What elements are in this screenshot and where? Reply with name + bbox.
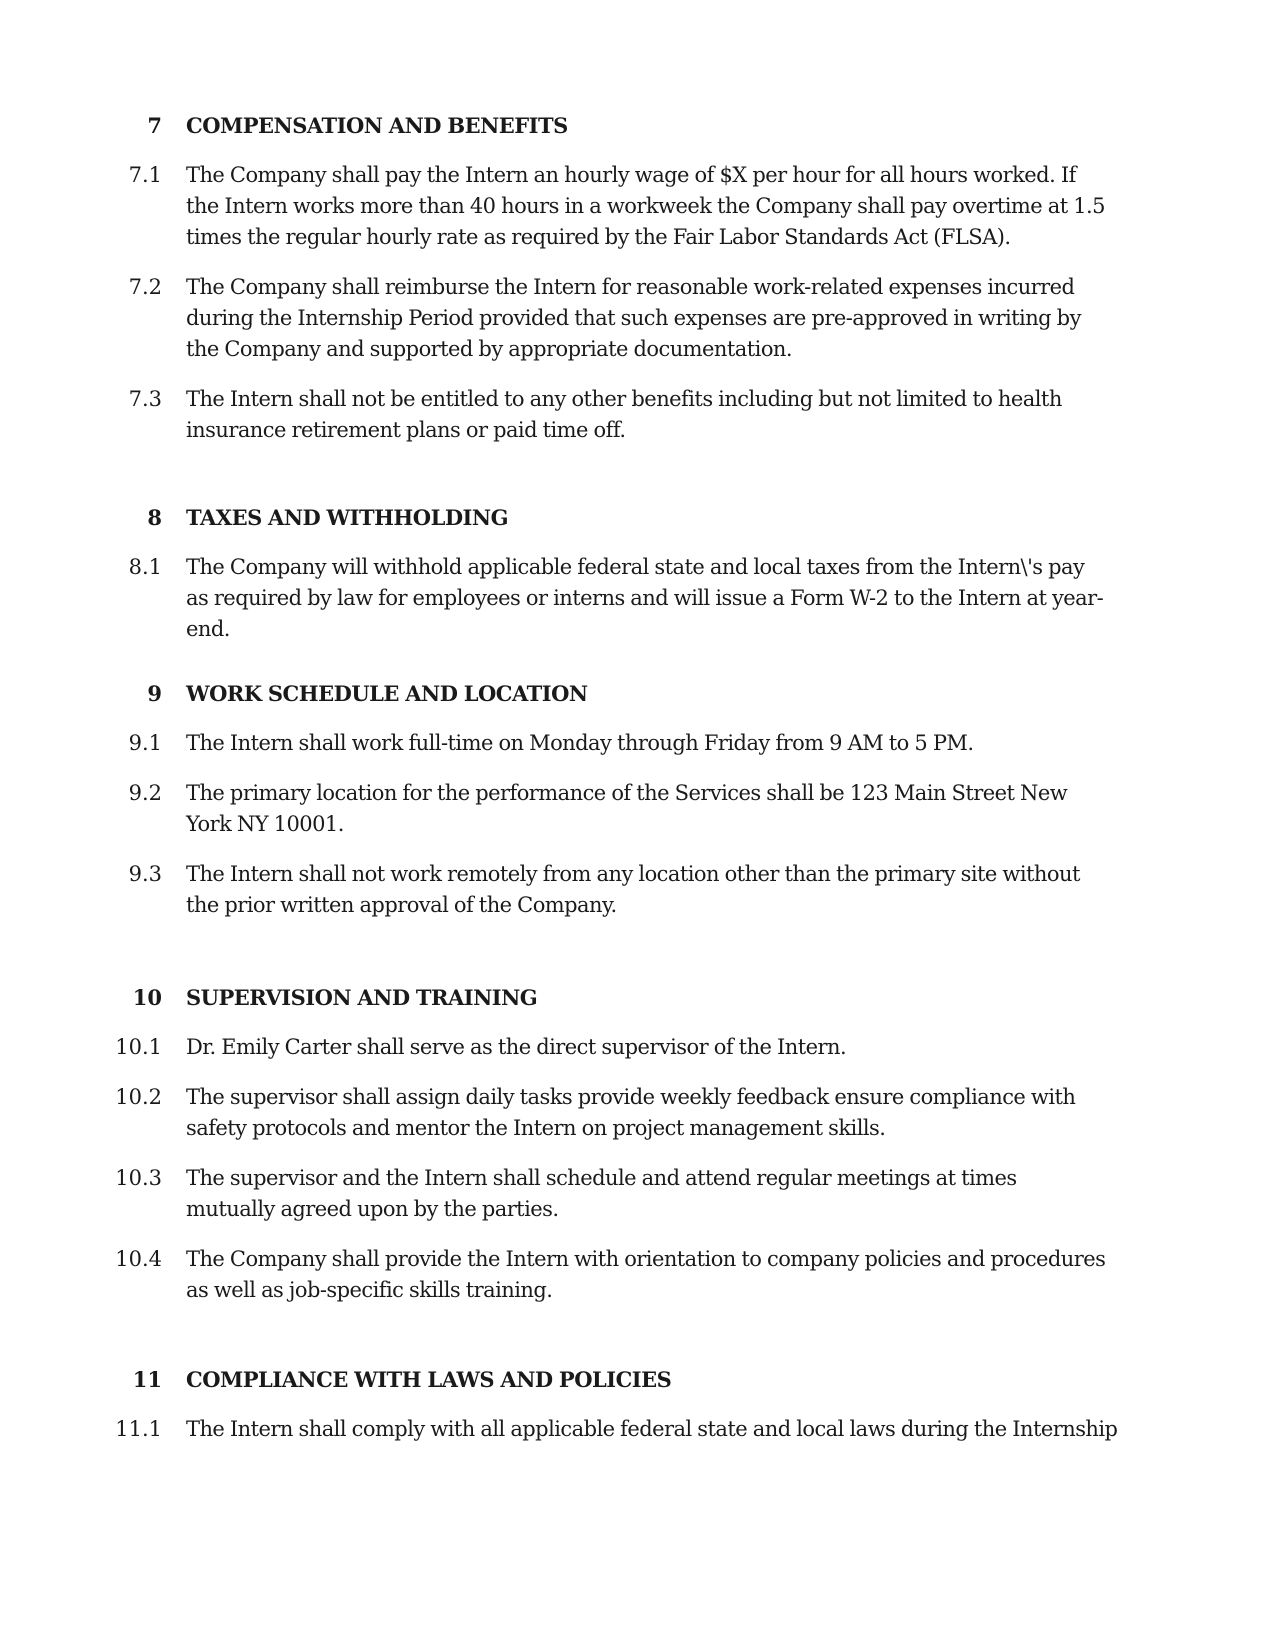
clause-number: 10.4	[115, 1247, 162, 1271]
section-7	[0, 110, 1275, 446]
clause-text: The Company shall pay the Intern an hourly wage of $X per hour for all hours worked. If the Intern works more than 40 hours in a workweek the Company shall pay overtime at 1.5 times the regular hourly rate as required by the Fair Labor Standards Act (FLSA).	[186, 163, 1105, 249]
clause-text: Dr. Emily Carter shall serve as the direct supervisor of the Intern.	[186, 1035, 847, 1059]
clause-10-1	[0, 1032, 1275, 1063]
clause-9-1	[0, 728, 1275, 759]
section-heading	[0, 110, 1275, 141]
clause-number: 8.1	[128, 555, 162, 579]
section-title: COMPLIANCE WITH LAWS AND POLICIES	[186, 1367, 672, 1392]
clause-10-4	[0, 1244, 1275, 1306]
section-number: 8	[147, 505, 162, 530]
clause-text: The Intern shall work full-time on Monday through Friday from 9 AM to 5 PM.	[186, 731, 974, 755]
section-10	[0, 982, 1275, 1306]
clause-number: 7.3	[128, 387, 162, 411]
clause-9-2	[0, 778, 1275, 840]
section-heading	[0, 982, 1275, 1013]
clause-text: The supervisor and the Intern shall schedule and attend regular meetings at times mutually agreed upon by the parties.	[186, 1166, 1017, 1221]
clause-number: 7.1	[128, 163, 162, 187]
clause-text: The Company will withhold applicable federal state and local taxes from the Intern\'s pay as required by law for employees or interns and will issue a Form W-2 to the Intern at year-end.	[186, 555, 1104, 641]
clause-10-3	[0, 1163, 1275, 1225]
section-title: SUPERVISION AND TRAINING	[186, 985, 538, 1010]
section-number: 9	[147, 681, 162, 706]
clause-7-3	[0, 384, 1275, 446]
clause-text: The Intern shall not be entitled to any other benefits including but not limited to health insurance retirement plans or paid time off.	[186, 387, 1062, 442]
section-heading	[0, 502, 1275, 533]
section-9	[0, 678, 1275, 921]
clause-text: The Intern shall comply with all applicable federal state and local laws during the Internship	[186, 1417, 1118, 1441]
clause-7-2	[0, 272, 1275, 365]
section-title: TAXES AND WITHHOLDING	[186, 505, 508, 530]
clause-number: 10.2	[115, 1085, 162, 1109]
clause-11-1	[0, 1414, 1275, 1445]
section-number: 10	[132, 985, 162, 1010]
clause-text: The supervisor shall assign daily tasks provide weekly feedback ensure compliance with safety protocols and mentor the Intern on project management skills.	[186, 1085, 1076, 1140]
clause-number: 7.2	[128, 275, 162, 299]
clause-text: The Company shall provide the Intern with orientation to company policies and procedures as well as job-specific skills training.	[186, 1247, 1106, 1302]
section-8	[0, 502, 1275, 645]
clause-number: 9.3	[128, 862, 162, 886]
clause-9-3	[0, 859, 1275, 921]
clause-text: The Company shall reimburse the Intern for reasonable work-related expenses incurred during the Internship Period provided that such expenses are pre-approved in writing by the Company and supported by appropriate documentation.	[186, 275, 1081, 361]
clause-10-2	[0, 1082, 1275, 1144]
clause-number: 10.1	[115, 1035, 162, 1059]
clause-number: 9.1	[128, 731, 162, 755]
section-heading	[0, 1364, 1275, 1395]
clause-number: 10.3	[115, 1166, 162, 1190]
section-11	[0, 1364, 1275, 1445]
clause-7-1	[0, 160, 1275, 253]
section-title: WORK SCHEDULE AND LOCATION	[186, 681, 588, 706]
section-number: 11	[132, 1367, 162, 1392]
section-title: COMPENSATION AND BENEFITS	[186, 113, 568, 138]
clause-number: 11.1	[115, 1417, 162, 1441]
clause-text: The Intern shall not work remotely from any location other than the primary site without the prior written approval of the Company.	[186, 862, 1080, 917]
section-heading	[0, 678, 1275, 709]
clause-text: The primary location for the performance of the Services shall be 123 Main Street New York NY 10001.	[186, 781, 1068, 836]
clause-number: 9.2	[128, 781, 162, 805]
clause-8-1	[0, 552, 1275, 645]
section-number: 7	[147, 113, 162, 138]
